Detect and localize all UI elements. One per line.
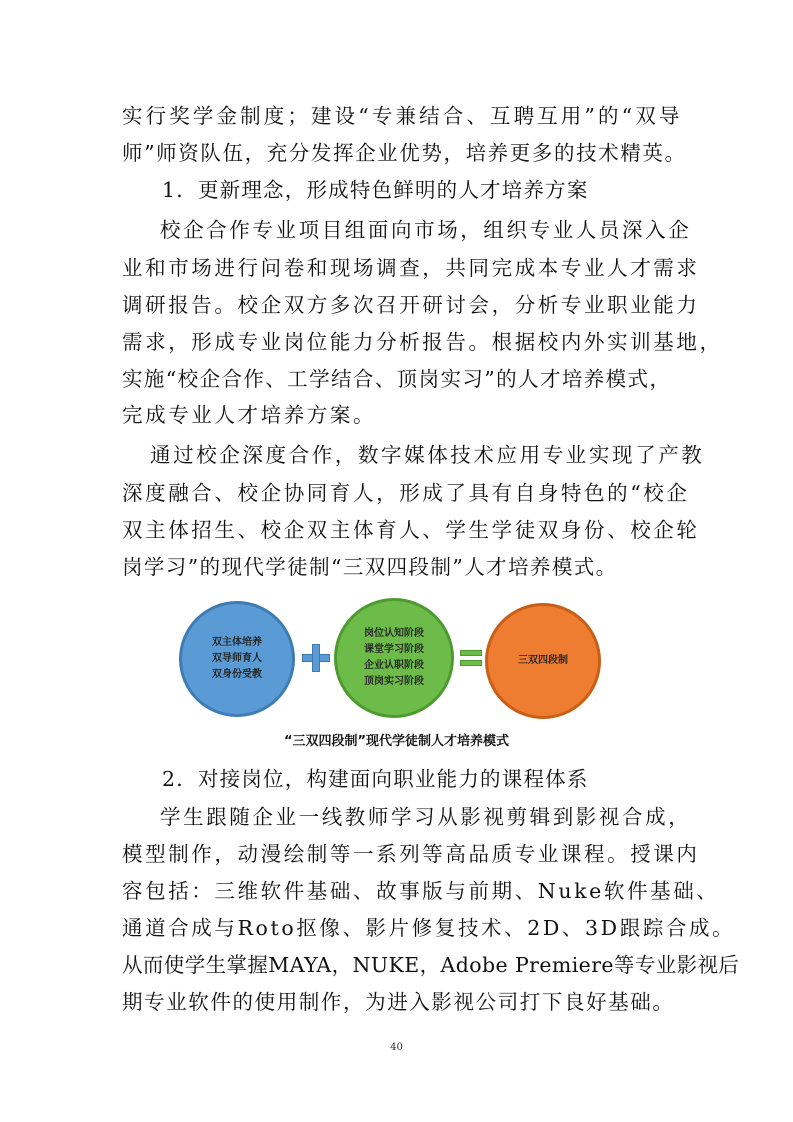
paragraph-line: 实施“校企合作、工学结合、顶岗实习”的人才培养模式， (122, 367, 672, 391)
equals-icon (460, 648, 482, 668)
paragraph-line: 容包括：三维软件基础、故事版与前期、Nuke软件基础、 (122, 879, 720, 903)
paragraph-line: 模型制作，动漫绘制等一系列等高品质专业课程。授课内 (122, 842, 700, 866)
circle-dual-elements (179, 601, 295, 717)
paragraph-line: 岗学习”的现代学徒制“三双四段制”人才培养模式。 (122, 555, 618, 579)
paragraph-line: 师”师资队伍，充分发挥企业优势，培养更多的技术精英。 (122, 141, 687, 165)
circle-four-stages (334, 598, 454, 718)
paragraph-line: 校企合作专业项目组面向市场，组织专业人员深入企 (160, 218, 692, 242)
circle-text: 顶岗实习阶段 (364, 676, 424, 687)
circle-text: 双身份受教 (212, 669, 262, 680)
circle-text: 双主体培养 (212, 637, 262, 648)
section-heading: 1．更新理念，形成特色鲜明的人才培养方案 (162, 178, 589, 202)
section-heading: 2．对接岗位，构建面向职业能力的课程体系 (162, 767, 589, 791)
paragraph-line: 需求，形成专业岗位能力分析报告。根据校内外实训基地， (122, 330, 723, 354)
circle-text: 三双四段制 (518, 655, 568, 666)
paragraph-line: 学生跟随企业一线教师学习从影视剪辑到影视合成， (160, 805, 692, 829)
paragraph-line: 从而使学生掌握MAYA，NUKE，Adobe Premiere等专业影视后 (122, 953, 740, 977)
paragraph-line: 完成专业人才培养方案。 (122, 403, 377, 427)
paragraph-line: 业和市场进行问卷和现场调查，共同完成本专业人才需求 (122, 256, 700, 280)
circle-text: 课堂学习阶段 (364, 644, 424, 655)
paragraph-line: 深度融合、校企协同育人，形成了具有自身特色的“校企 (122, 481, 690, 505)
paragraph-line: 双主体招生、校企双主体育人、学生学徒双身份、校企轮 (122, 518, 700, 542)
paragraph-line: 期专业软件的使用制作，为进入影视公司打下良好基础。 (122, 990, 675, 1014)
paragraph-line: 实行奖学金制度；建设“专兼结合、互聘互用”的“双导 (122, 104, 682, 128)
circle-text: 岗位认知阶段 (364, 628, 424, 639)
paragraph-line: 通道合成与Roto抠像、影片修复技术、2D、3D跟踪合成。 (122, 916, 736, 940)
page-number: 40 (390, 1042, 403, 1053)
paragraph-line: 调研报告。校企双方多次召开研讨会，分析专业职业能力 (122, 293, 700, 317)
circle-text: 企业认职阶段 (364, 660, 424, 671)
plus-icon (302, 644, 330, 672)
model-diagram (176, 598, 616, 723)
figure-caption: “三双四段制”现代学徒制人才培养模式 (283, 734, 510, 749)
circle-result (485, 603, 601, 719)
circle-text: 双导师育人 (212, 653, 262, 664)
paragraph-line: 通过校企深度合作，数字媒体技术应用专业实现了产教 (150, 443, 705, 467)
